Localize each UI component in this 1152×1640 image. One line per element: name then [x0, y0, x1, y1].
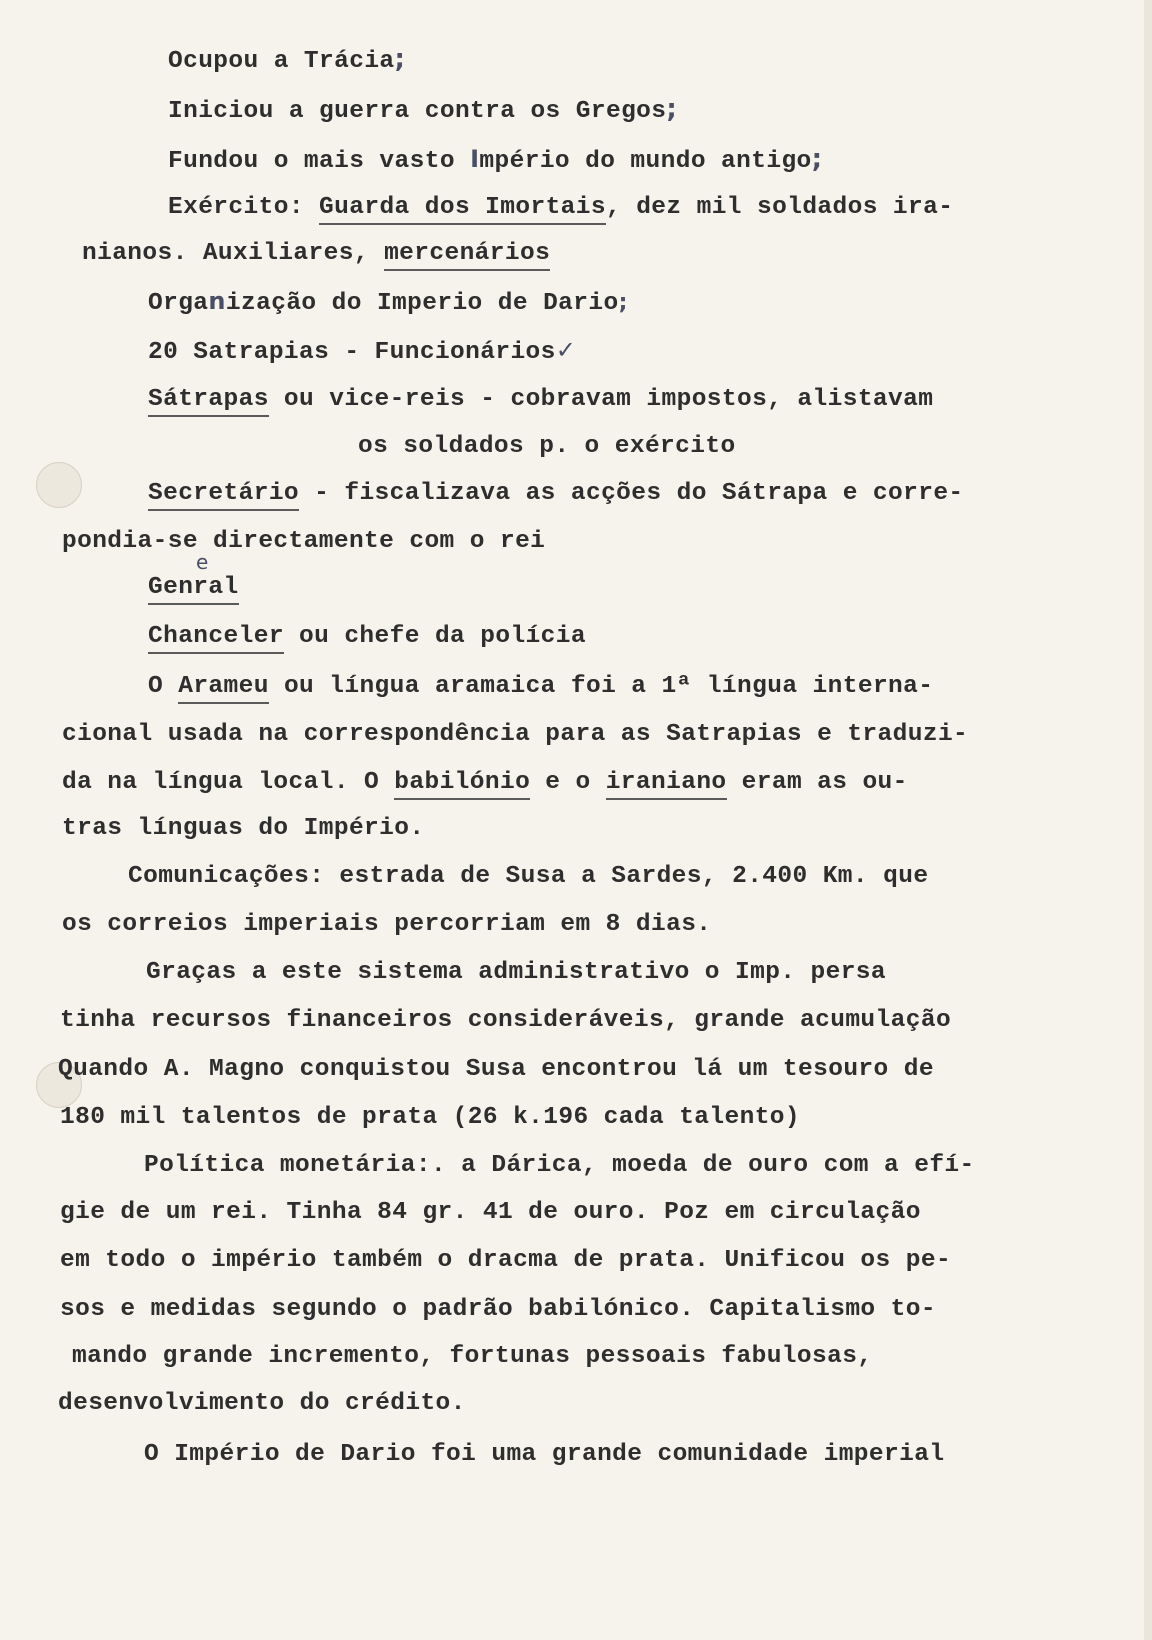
- punch-hole: [36, 462, 82, 508]
- handwritten-semicolon: ;: [394, 44, 406, 74]
- underlined-term: Genral: [148, 574, 239, 605]
- handwritten-correction: I: [470, 145, 480, 173]
- text-line: cional usada na correspondência para as Satrapias e traduzi-: [62, 721, 969, 748]
- text-line: 180 mil talentos de prata (26 k.196 cada talento): [60, 1104, 801, 1131]
- text-line: Chanceler ou chefe da polícia: [148, 622, 586, 652]
- text-line: os correios imperiais percorriam em 8 dias.: [62, 911, 712, 938]
- text-line: [148, 573, 239, 603]
- underlined-term: babilónio: [394, 769, 530, 800]
- text-line: desenvolvimento do crédito.: [58, 1390, 466, 1417]
- underlined-term: Arameu: [178, 673, 269, 704]
- text-line: tras línguas do Império.: [62, 815, 425, 842]
- underlined-term: mercenários: [384, 240, 550, 271]
- text-line: 20 Satrapias - Funcionários✓: [148, 336, 577, 366]
- underlined-term: Secretário: [148, 480, 299, 511]
- underlined-term: Guarda dos Imortais: [319, 194, 606, 225]
- text-line: Quando A. Magno conquistou Susa encontrou lá um tesouro de: [58, 1056, 934, 1083]
- page-edge: [1144, 0, 1152, 1640]
- handwritten-semicolon: ;: [618, 290, 628, 315]
- text-line: Iniciou a guerra contra os Gregos;: [168, 94, 678, 125]
- text-line: Fundou o mais vasto Império do mundo antigo;: [168, 144, 823, 175]
- text-line: Sátrapas ou vice-reis - cobravam impostos, alistavam: [148, 385, 933, 415]
- text-line: Política monetária:. a Dárica, moeda de ouro com a efí-: [144, 1152, 975, 1179]
- text-line: os soldados p. o exército: [358, 433, 736, 460]
- underlined-term: Chanceler: [148, 623, 284, 654]
- text-line: mando grande incremento, fortunas pessoais fabulosas,: [72, 1343, 873, 1370]
- text-line: Comunicações: estrada de Susa a Sardes, 2.400 Km. que: [128, 863, 929, 890]
- underlined-term: Sátrapas: [148, 386, 269, 417]
- text-line: nianos. Auxiliares, mercenários: [82, 239, 550, 269]
- text-line: Graças a este sistema administrativo o Imp. persa: [146, 959, 887, 986]
- handwritten-insertion: e: [196, 550, 209, 574]
- handwritten-semicolon: ;: [811, 144, 823, 174]
- text-line: tinha recursos financeiros consideráveis, grande acumulação: [60, 1007, 952, 1034]
- handwritten-correction: n: [208, 287, 226, 315]
- handwritten-check: ✓: [555, 336, 577, 364]
- text-line: O Arameu ou língua aramaica foi a 1ª língua interna-: [148, 672, 933, 702]
- text-line: Exército: Guarda dos Imortais, dez mil soldados ira-: [168, 193, 953, 223]
- text-line: em todo o império também o dracma de prata. Unificou os pe-: [60, 1247, 952, 1274]
- handwritten-semicolon: ;: [666, 94, 678, 124]
- underlined-term: iraniano: [606, 769, 727, 800]
- text-line: sos e medidas segundo o padrão babilónico. Capitalismo to-: [60, 1296, 936, 1323]
- text-line: da na língua local. O babilónio e o iraniano eram as ou-: [62, 768, 908, 798]
- text-line: O Império de Dario foi uma grande comunidade imperial: [144, 1441, 945, 1468]
- text-line: Organização do Imperio de Dario;: [148, 287, 628, 317]
- text-line: gie de um rei. Tinha 84 gr. 41 de ouro. Poz em circulação: [60, 1199, 921, 1226]
- text-line: pondia-se directamente com o rei: [62, 528, 546, 555]
- text-line: Secretário - fiscalizava as acções do Sátrapa e corre-: [148, 479, 964, 509]
- text-line: Ocupou a Trácia;: [168, 44, 406, 75]
